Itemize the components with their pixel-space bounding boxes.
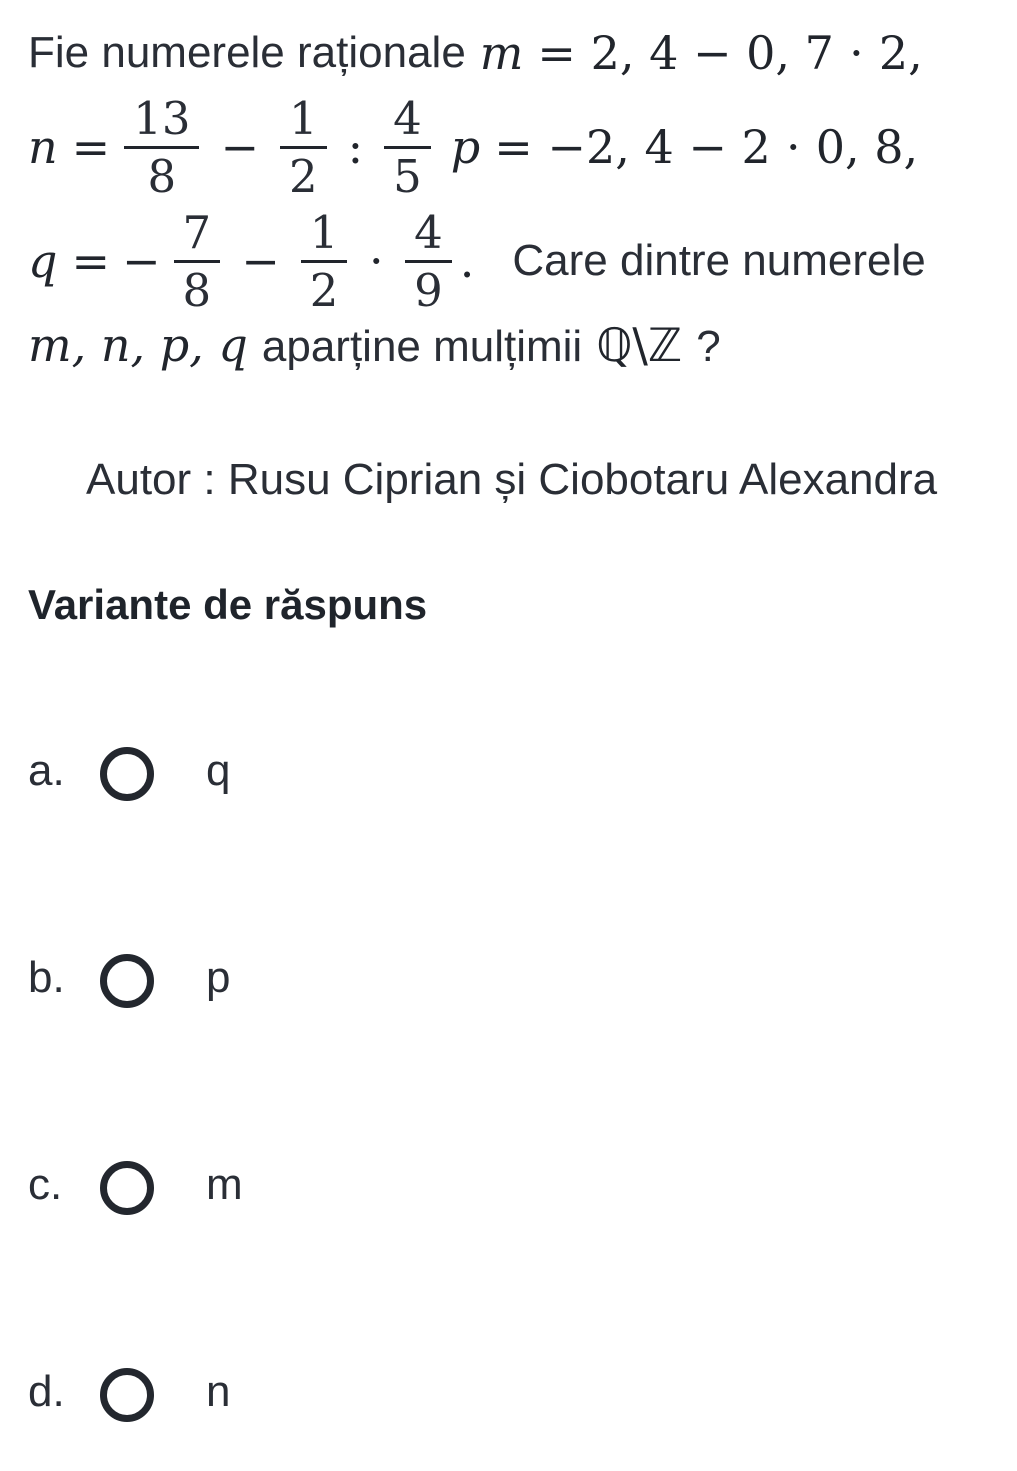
minus-operator: − — [241, 234, 280, 288]
fraction-denominator: 8 — [182, 263, 212, 317]
option-label-b: p — [206, 953, 231, 1002]
radio-button-c[interactable] — [100, 1161, 154, 1215]
math-var-m: m — [479, 26, 524, 80]
fraction-bar — [301, 260, 348, 263]
option-letter-a: a. — [28, 746, 65, 795]
question-care-text: Care dintre numerele — [512, 236, 926, 285]
fraction-numerator: 4 — [393, 91, 422, 145]
option-label-c: m — [206, 1160, 243, 1209]
fraction-bar — [174, 260, 221, 263]
answer-option-b[interactable] — [28, 949, 993, 1029]
equation-m — [480, 26, 933, 80]
fraction-numerator: 1 — [309, 205, 339, 259]
question-line-4 — [28, 318, 993, 394]
fraction-bar — [405, 260, 452, 263]
answer-option-c[interactable] — [28, 1156, 993, 1236]
fraction-numerator: 1 — [289, 91, 318, 145]
author-line: Autor : Rusu Ciprian și Ciobotaru Alexandra — [86, 455, 938, 504]
fraction-denominator: 5 — [393, 149, 422, 203]
fraction-numerator: 4 — [414, 205, 443, 259]
option-label-d: n — [206, 1367, 231, 1416]
question-mark: ? — [696, 322, 721, 371]
answer-option-a[interactable] — [28, 742, 993, 822]
fraction-denominator: 8 — [147, 149, 177, 203]
fraction-1-2 — [301, 207, 348, 316]
question-apartine-text: aparține mulțimii — [261, 322, 583, 371]
option-letter-d: d. — [28, 1367, 65, 1416]
fraction-numerator: 13 — [133, 91, 191, 145]
math-var-n: n — [28, 120, 58, 174]
radio-button-d[interactable] — [100, 1368, 154, 1422]
fraction-1-2 — [280, 93, 327, 202]
set-notation-q-without-z: ℚ\ℤ — [596, 318, 683, 372]
question-statement — [28, 16, 993, 394]
equation-q-lhs — [28, 234, 120, 288]
math-expr-p: = −2, 4 − 2 ⋅ 0, 8, — [494, 120, 919, 174]
question-line-1 — [28, 16, 993, 90]
fraction-4-9 — [405, 207, 452, 316]
fraction-13-8 — [124, 93, 199, 202]
equals-sign: = — [71, 234, 110, 288]
radio-button-a[interactable] — [100, 747, 154, 801]
math-vars-list: m, n, p, q — [28, 318, 248, 372]
fraction-denominator: 2 — [309, 263, 339, 317]
math-expr-m: = 2, 4 − 0, 7 ⋅ 2, — [537, 26, 923, 80]
division-colon-operator: : — [347, 120, 364, 174]
equals-sign: = — [71, 120, 111, 174]
unary-minus: − — [122, 234, 161, 288]
answer-option-d[interactable] — [28, 1363, 993, 1443]
answers-heading: Variante de răspuns — [28, 581, 428, 628]
fraction-bar — [280, 146, 327, 149]
multiplication-dot-operator: ⋅ — [368, 234, 385, 288]
option-letter-c: c. — [28, 1160, 63, 1209]
option-label-a: q — [206, 746, 231, 795]
math-var-p: p — [450, 120, 481, 174]
minus-operator: − — [220, 120, 259, 174]
question-line-3 — [28, 204, 993, 318]
question-intro-text: Fie numerele raționale — [28, 28, 466, 77]
fraction-7-8 — [174, 207, 221, 316]
option-letter-b: b. — [28, 953, 65, 1002]
equation-p — [451, 120, 928, 174]
answer-options — [28, 742, 993, 1443]
radio-button-b[interactable] — [100, 954, 154, 1008]
fraction-4-5 — [384, 93, 431, 202]
fraction-denominator: 9 — [414, 263, 443, 317]
equation-n-lhs — [28, 120, 120, 174]
fraction-denominator: 2 — [289, 149, 318, 203]
fraction-bar — [124, 146, 199, 149]
question-line-2 — [28, 90, 993, 204]
math-var-q: q — [28, 234, 58, 288]
period: . — [459, 234, 475, 288]
fraction-numerator: 7 — [182, 205, 212, 259]
fraction-bar — [384, 146, 431, 149]
